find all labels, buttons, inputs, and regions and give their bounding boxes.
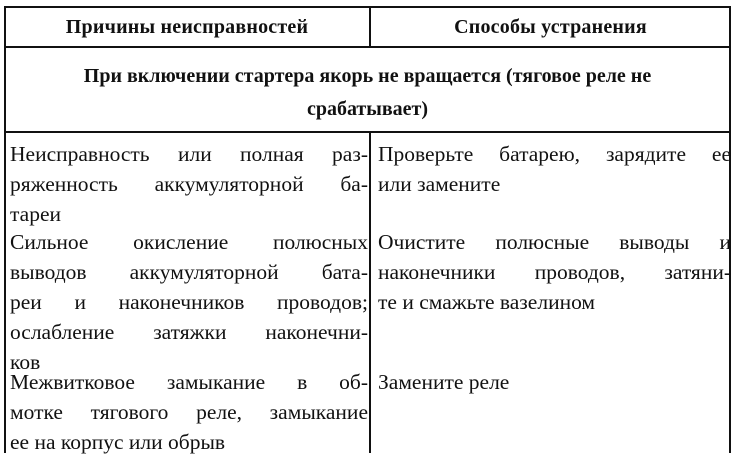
text-line: выводов аккумуляторной бата-	[10, 260, 368, 284]
text-line: реи и наконечников проводов;	[10, 290, 368, 314]
row-3-cause	[10, 367, 368, 457]
column-header-remedies: Способы устранения	[454, 15, 647, 38]
row-2-remedy	[378, 227, 731, 317]
text-line: Проверьте батарею, зарядите ее	[378, 142, 731, 166]
row-1-cause	[10, 139, 368, 229]
section-title: При включении стартера якорь не вращается (тяговое реле не срабатывает)	[83, 65, 652, 120]
text-line: мотке тягового реле, замыкание	[10, 400, 368, 424]
text-line: тареи	[10, 202, 61, 226]
column-divider-body	[369, 131, 371, 453]
text-line: Межвитковое замыкание в об-	[10, 370, 368, 394]
text-line: ее на корпус или обрыв	[10, 430, 226, 454]
text-line: Очистите полюсные выводы и	[378, 230, 731, 254]
header-bottom-border	[4, 46, 731, 48]
text-line: наконечники проводов, затяни-	[378, 260, 731, 284]
text-line: ков	[10, 350, 41, 374]
section-bottom-border	[4, 131, 731, 133]
row-1-remedy	[378, 139, 731, 199]
row-3-remedy	[378, 367, 731, 397]
row-2-cause	[10, 227, 368, 377]
text-line: Неисправность или полная раз-	[10, 142, 368, 166]
column-header-causes: Причины неисправностей	[65, 15, 309, 38]
text-line: ослабление затяжки наконечни-	[10, 320, 368, 344]
text-line: те и смажьте вазелином	[378, 290, 596, 314]
text-line: или замените	[378, 172, 501, 196]
text-line: ряженность аккумуляторной ба-	[10, 172, 368, 196]
text-line: Сильное окисление полюсных	[10, 230, 368, 254]
text-line: Замените реле	[378, 370, 510, 394]
